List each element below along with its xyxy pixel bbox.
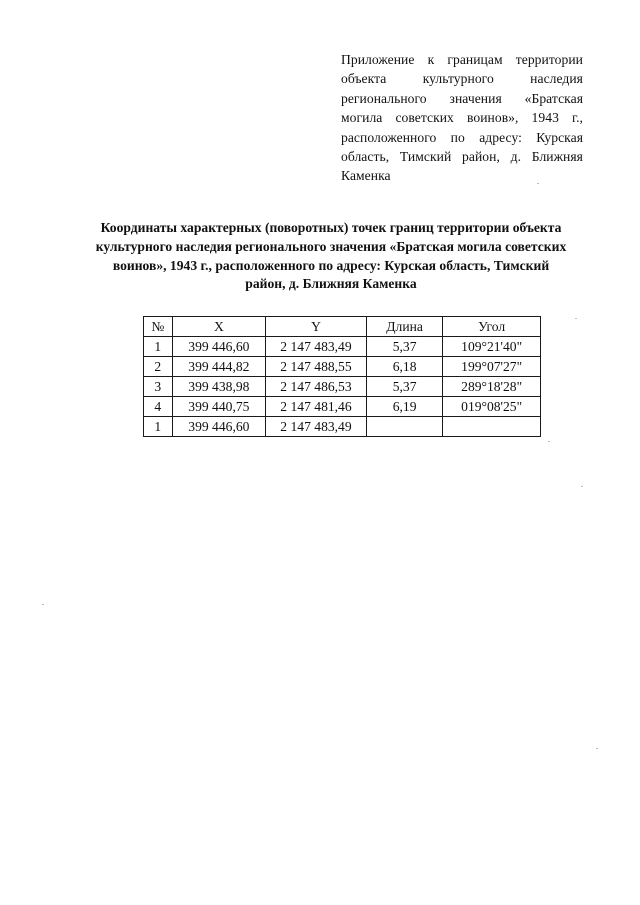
header-length: Длина — [366, 317, 442, 337]
header-angle: Угол — [443, 317, 541, 337]
scan-speck — [42, 604, 44, 605]
cell-x: 399 446,60 — [172, 417, 265, 437]
cell-length: 6,19 — [366, 397, 442, 417]
annex-note: Приложение к границам территории объекта культурного наследия регионального значения «Братская могила советских воинов», 1943 г., расположенного по адресу: Курская область, Тимский район, д. Ближняя Каменка — [341, 52, 583, 184]
cell-number: 1 — [144, 337, 173, 357]
cell-y: 2 147 481,46 — [266, 397, 367, 417]
table-row — [144, 337, 541, 357]
cell-x: 399 440,75 — [172, 397, 265, 417]
cell-length: 6,18 — [366, 357, 442, 377]
cell-angle: 019°08'25" — [443, 397, 541, 417]
coordinates-table — [143, 316, 541, 437]
cell-y: 2 147 483,49 — [266, 417, 367, 437]
cell-y: 2 147 483,49 — [266, 337, 367, 357]
cell-angle: 109°21'40" — [443, 337, 541, 357]
header-x: X — [172, 317, 265, 337]
scan-speck — [575, 318, 577, 319]
cell-length: 5,37 — [366, 337, 442, 357]
document-title: Координаты характерных (поворотных) точек границ территории объекта культурного наследия регионального значения «Братская могила советских воинов», 1943 г., расположенного по адресу: Курская область, Тимский район, д. Ближняя Каменка — [95, 220, 567, 292]
scan-speck — [596, 748, 598, 749]
scan-speck — [581, 486, 583, 487]
cell-x: 399 438,98 — [172, 377, 265, 397]
table-row — [144, 377, 541, 397]
scan-speck — [548, 441, 550, 442]
scan-speck — [537, 183, 539, 184]
cell-angle: 289°18'28" — [443, 377, 541, 397]
cell-x: 399 444,82 — [172, 357, 265, 377]
cell-angle: 199°07'27" — [443, 357, 541, 377]
cell-number: 1 — [144, 417, 173, 437]
cell-y: 2 147 486,53 — [266, 377, 367, 397]
cell-number: 3 — [144, 377, 173, 397]
table-row — [144, 357, 541, 377]
table-header-row — [144, 317, 541, 337]
table-row — [144, 417, 541, 437]
header-number: № — [144, 317, 173, 337]
cell-angle — [443, 417, 541, 437]
cell-number: 4 — [144, 397, 173, 417]
cell-length: 5,37 — [366, 377, 442, 397]
cell-number: 2 — [144, 357, 173, 377]
cell-y: 2 147 488,55 — [266, 357, 367, 377]
cell-x: 399 446,60 — [172, 337, 265, 357]
table-row — [144, 397, 541, 417]
header-y: Y — [266, 317, 367, 337]
cell-length — [366, 417, 442, 437]
